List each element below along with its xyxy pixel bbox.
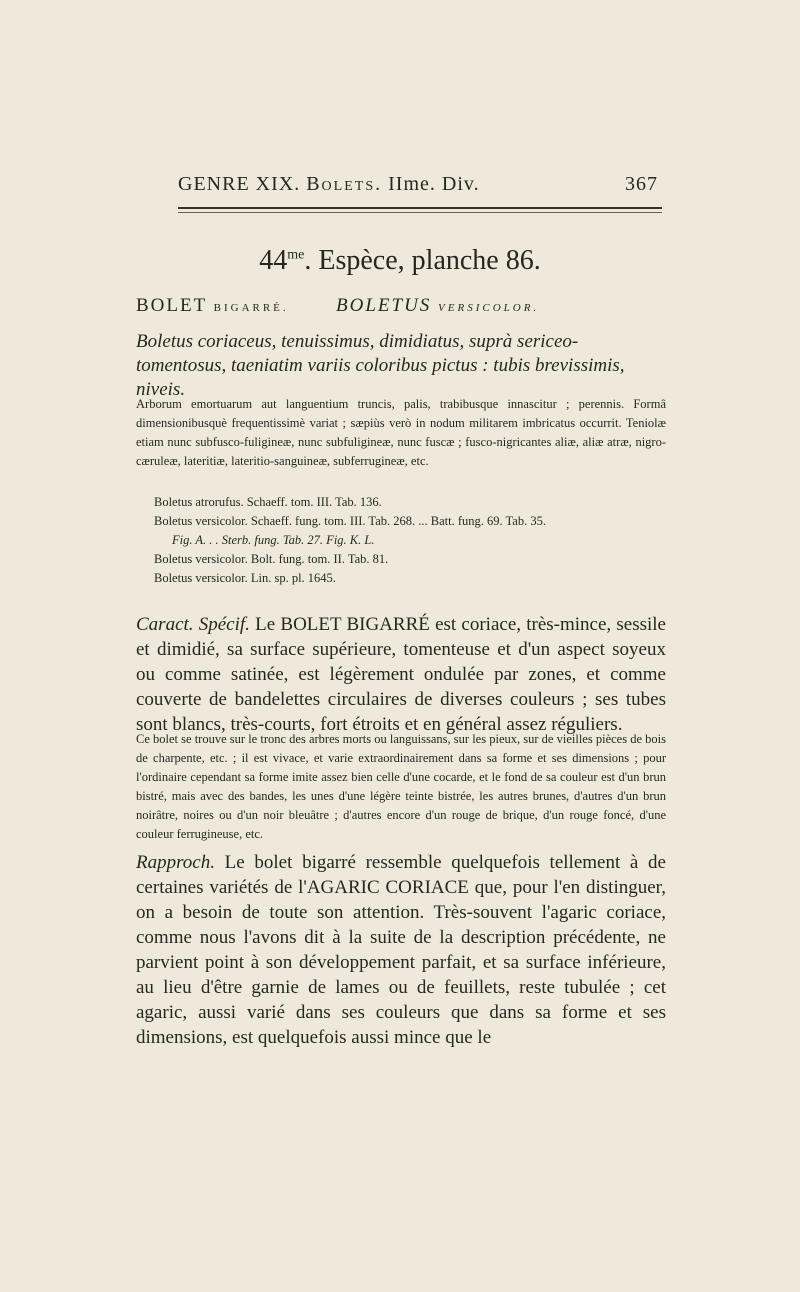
- french-name-epithet: BIGARRÉ.: [213, 302, 289, 314]
- comparison-paragraph: [136, 850, 666, 1050]
- header-division: IIme. Div.: [388, 173, 480, 195]
- french-name: [136, 295, 289, 316]
- specific-characters: [136, 612, 666, 737]
- reference-item: Fig. A. . . Sterb. fung. Tab. 27. Fig. K. L.: [172, 533, 375, 547]
- reference-item: Boletus atrorufus. Schaeff. tom. III. Tab. 136.: [154, 495, 382, 509]
- species-number-sup: me: [287, 247, 305, 263]
- header-genre: GENRE XIX.: [178, 173, 301, 195]
- species-names: [136, 295, 666, 317]
- latin-description: Arborum emortuarum aut languentium truncis, palis, trabibusque innascitur ; perennis. Formâ dimensionibusquè frequentissimè variat ; sæpiùs verò in nodum militarem imbricatus occurrit. Teniolæ etiam nunc subfusco-fuligineæ, nunc subfuligineæ, nunc fuscæ ; fusco-nigricantes aliæ, aliæ atræ, nigro-cæruleæ, lateritiæ, lateritio-sanguineæ, subferrugineæ, etc.: [136, 397, 666, 468]
- references-list: [154, 493, 674, 588]
- header-group: Bolets.: [306, 173, 383, 195]
- caract-text: Le BOLET BIGARRÉ est coriace, très-mince, sessile et dimidié, sa surface supérieure, tomenteuse et d'un aspect soyeux ou comme satinée, est légèrement ondulée par zones, et comme couverte de bandelettes circulaires de diverses couleurs ; ses tubes sont blancs, très-courts, fort étroits et en général assez réguliers.: [136, 614, 666, 735]
- caract-label: Caract. Spécif.: [136, 614, 250, 635]
- reference-item: Boletus versicolor. Lin. sp. pl. 1645.: [154, 571, 336, 585]
- reference-item: Boletus versicolor. Schaeff. fung. tom. III. Tab. 268. ... Batt. fung. 69. Tab. 35.: [154, 514, 546, 528]
- rapproch-text: Le bolet bigarré ressemble quelquefois tellement à de certaines variétés de l'AGARIC CORIACE que, pour l'en distinguer, on a besoin de toute son attention. Très-souvent l'agaric coriace, comme nous l'avons dit à la suite de la description précédente, ne parvient point à son développement parfait, et sa surface inférieure, au lieu d'être garnie de lames ou de feuillets, reste tubulée ; cet agaric, aussi varié dans ses couleurs que dans sa forme et ses dimensions, est quelquefois aussi mince que le: [136, 852, 666, 1048]
- species-title: [0, 245, 800, 277]
- latin-name: [336, 295, 539, 317]
- header-rule: [178, 207, 662, 209]
- running-header: [178, 173, 658, 196]
- reference-item: Boletus versicolor. Bolt. fung. tom. II. Tab. 81.: [154, 552, 389, 566]
- latin-name-main: BOLETUS: [336, 295, 432, 316]
- latin-diagnosis: Boletus coriaceus, tenuissimus, dimidiatus, suprà sericeo-tomentosus, taeniatim variis coloribus pictus : tubis brevissimis, niveis.: [136, 331, 625, 400]
- species-number: 44: [259, 245, 288, 276]
- header-rule-thin: [178, 212, 662, 213]
- latin-name-epithet: VERSICOLOR.: [438, 302, 540, 314]
- page-number: 367: [625, 173, 658, 195]
- habitat-note: Ce bolet se trouve sur le tronc des arbres morts ou languissans, sur les pieux, sur de vieilles pièces de bois de charpente, etc. ; il est vivace, et varie extraordinairement dans sa forme et ses dimensions ; pour l'ordinaire cependant sa forme imite assez bien celle d'une cocarde, et le fond de sa couleur est d'un brun bistré, mais avec des bandes, les unes d'une légère teinte bistrée, les autres brunes, d'autres d'un brun noirâtre, noires ou d'un noir bleuâtre ; d'autres encore d'un rouge de brique, d'un rouge foncé, d'une couleur ferrugineuse, etc.: [136, 732, 666, 841]
- french-name-main: BOLET: [136, 295, 207, 316]
- species-title-text: . Espèce, planche 86.: [304, 245, 541, 276]
- rapproch-label: Rapproch.: [136, 852, 215, 873]
